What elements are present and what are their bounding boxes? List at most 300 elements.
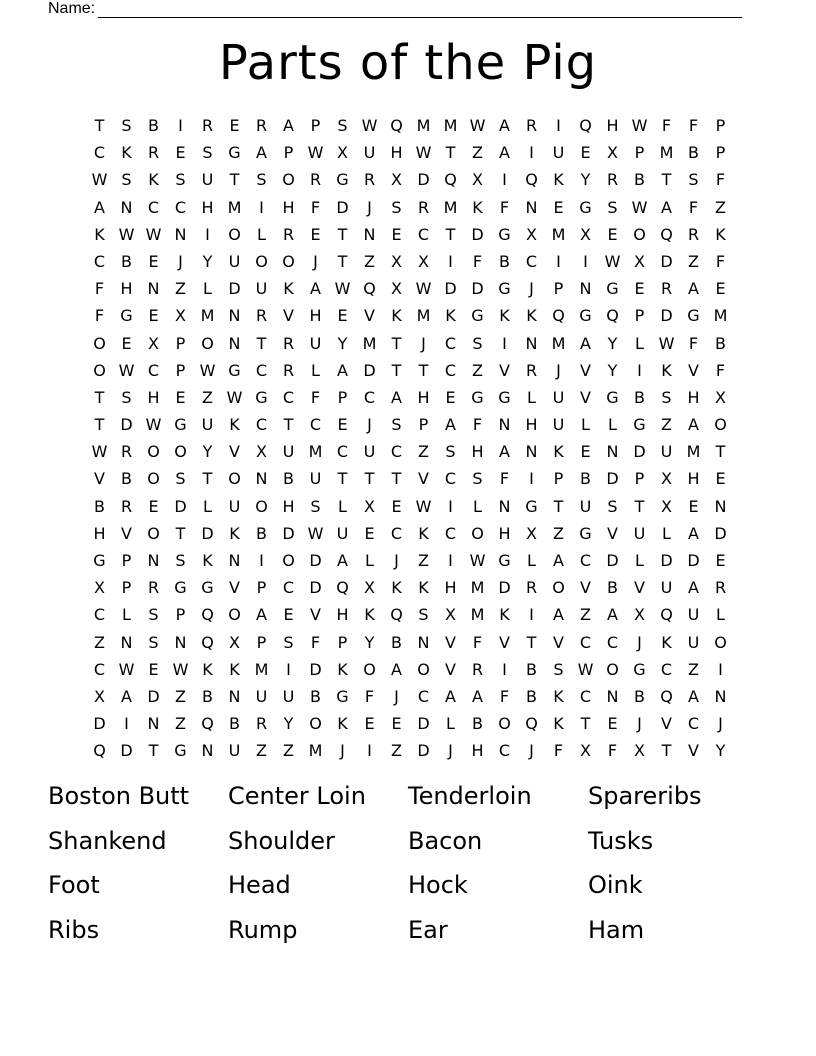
grid-letter: R <box>255 306 268 326</box>
grid-letter: G <box>498 279 511 299</box>
grid-letter: J <box>637 714 642 734</box>
grid-letter: M <box>713 306 728 326</box>
grid-letter: X <box>175 306 186 326</box>
grid-row <box>86 465 734 492</box>
grid-letter: O <box>552 578 565 598</box>
grid-letter: V <box>607 523 618 543</box>
grid-letter: F <box>553 741 564 761</box>
grid-letter: G <box>93 551 106 570</box>
grid-letter: R <box>255 714 268 734</box>
grid-letter: O <box>417 659 430 679</box>
grid-letter: K <box>148 170 159 190</box>
grid-letter: L <box>203 279 212 299</box>
grid-letter: Q <box>660 686 673 706</box>
grid-letter: O <box>363 659 376 679</box>
grid-letter: T <box>553 496 564 516</box>
grid-letter: X <box>391 279 402 299</box>
grid-letter: S <box>391 197 402 217</box>
grid-letter: C <box>444 523 457 543</box>
grid-letter: E <box>607 224 618 244</box>
grid-letter: S <box>553 659 564 679</box>
grid-letter: B <box>580 469 591 489</box>
grid-letter: S <box>202 143 213 163</box>
grid-letter: M <box>443 116 458 135</box>
grid-letter: S <box>121 387 132 407</box>
grid-letter: T <box>661 170 672 190</box>
grid-letter: T <box>94 415 105 435</box>
grid-letter: C <box>525 251 538 271</box>
grid-letter: E <box>364 523 375 543</box>
grid-letter: E <box>391 224 402 244</box>
grid-letter: L <box>446 714 455 734</box>
grid-letter: E <box>391 496 402 516</box>
grid-row <box>86 438 734 465</box>
grid-letter: B <box>148 116 159 135</box>
grid-letter: B <box>499 251 510 271</box>
grid-letter: N <box>255 469 268 489</box>
grid-letter: K <box>337 714 348 734</box>
grid-letter: H <box>282 496 295 516</box>
grid-letter: O <box>255 251 268 271</box>
grid-letter: M <box>551 224 566 244</box>
grid-letter: Z <box>364 251 375 271</box>
grid-letter: T <box>337 224 348 244</box>
grid-letter: Q <box>525 714 538 734</box>
grid-letter: S <box>337 116 348 135</box>
grid-letter: T <box>202 469 213 489</box>
grid-letter: O <box>282 551 295 570</box>
grid-letter: U <box>255 279 268 299</box>
grid-letter: V <box>499 632 510 652</box>
grid-letter: C <box>174 197 187 217</box>
grid-letter: Z <box>256 741 267 761</box>
grid-letter: W <box>469 116 486 135</box>
grid-letter: V <box>229 578 240 598</box>
grid-letter: L <box>311 360 320 380</box>
grid-letter: M <box>200 306 215 326</box>
word-bank-item: Shoulder <box>228 826 335 855</box>
grid-letter: A <box>553 551 564 570</box>
grid-letter: K <box>94 224 105 244</box>
grid-letter: K <box>553 442 564 462</box>
grid-letter: W <box>361 116 378 135</box>
grid-letter: Q <box>336 578 349 598</box>
grid-letter: C <box>93 251 106 271</box>
grid-letter: D <box>660 306 673 326</box>
grid-letter: U <box>687 632 700 652</box>
grid-letter: A <box>445 686 456 706</box>
grid-letter: L <box>527 551 536 570</box>
grid-letter: M <box>362 333 377 353</box>
grid-letter: C <box>336 442 349 462</box>
grid-letter: O <box>282 170 295 190</box>
grid-letter: C <box>498 741 511 761</box>
grid-letter: D <box>201 523 214 543</box>
grid-letter: S <box>607 197 618 217</box>
grid-letter: M <box>416 116 431 135</box>
grid-letter: K <box>418 523 429 543</box>
grid-letter: G <box>174 415 187 435</box>
grid-letter: C <box>282 387 295 407</box>
grid-letter: R <box>255 116 268 135</box>
grid-letter: K <box>229 659 240 679</box>
grid-letter: I <box>637 360 642 380</box>
word-bank-item: Boston Butt <box>48 782 190 810</box>
grid-letter: U <box>309 333 322 353</box>
grid-letter: G <box>687 306 700 326</box>
grid-letter: W <box>631 116 648 135</box>
grid-letter: G <box>174 741 187 761</box>
grid-letter: F <box>94 306 105 326</box>
grid-letter: D <box>660 551 673 570</box>
grid-letter: I <box>502 170 507 190</box>
grid-letter: W <box>415 279 432 299</box>
grid-letter: O <box>471 523 484 543</box>
grid-letter: K <box>364 605 375 625</box>
grid-letter: R <box>687 224 700 244</box>
grid-letter: L <box>527 387 536 407</box>
grid-letter: T <box>661 741 672 761</box>
grid-letter: T <box>580 714 591 734</box>
grid-letter: S <box>256 170 267 190</box>
grid-letter: B <box>391 632 402 652</box>
grid-letter: V <box>553 632 564 652</box>
grid-letter: B <box>229 714 240 734</box>
grid-row <box>86 737 734 764</box>
grid-letter: G <box>579 197 592 217</box>
grid-letter: A <box>472 686 483 706</box>
grid-letter: H <box>417 387 430 407</box>
grid-letter: D <box>471 224 484 244</box>
grid-letter: G <box>498 387 511 407</box>
grid-letter: V <box>445 632 456 652</box>
grid-letter: J <box>556 360 561 380</box>
grid-row <box>86 302 734 329</box>
grid-letter: J <box>718 714 723 734</box>
grid-letter: K <box>229 523 240 543</box>
grid-letter: W <box>118 224 135 244</box>
grid-letter: R <box>525 360 538 380</box>
grid-letter: D <box>498 578 511 598</box>
grid-letter: V <box>310 605 321 625</box>
grid-letter: E <box>337 415 348 435</box>
grid-letter: D <box>660 251 673 271</box>
grid-letter: G <box>255 387 268 407</box>
grid-letter: R <box>282 360 295 380</box>
grid-letter: H <box>525 415 538 435</box>
grid-letter: Q <box>363 279 376 299</box>
grid-letter: N <box>120 197 133 217</box>
grid-letter: K <box>661 632 672 652</box>
grid-letter: I <box>205 224 210 244</box>
grid-letter: C <box>444 333 457 353</box>
grid-letter: D <box>309 578 322 598</box>
grid-letter: U <box>201 170 214 190</box>
grid-letter: K <box>418 578 429 598</box>
word-bank-item: Oink <box>588 871 643 899</box>
grid-letter: U <box>363 442 376 462</box>
grid-letter: K <box>337 659 348 679</box>
grid-letter: A <box>256 143 267 163</box>
grid-letter: X <box>229 632 240 652</box>
grid-letter: W <box>307 523 324 543</box>
grid-letter: P <box>256 578 267 598</box>
grid-letter: Z <box>94 632 105 652</box>
grid-letter: D <box>606 551 619 570</box>
grid-row <box>86 221 734 248</box>
grid-letter: K <box>499 306 510 326</box>
grid-letter: W <box>91 170 108 190</box>
grid-letter: T <box>175 523 186 543</box>
grid-letter: B <box>202 686 213 706</box>
grid-letter: R <box>147 143 160 163</box>
grid-letter: U <box>633 523 646 543</box>
grid-letter: O <box>714 632 727 652</box>
grid-letter: N <box>714 496 727 516</box>
grid-letter: X <box>607 143 618 163</box>
grid-letter: Q <box>390 116 403 135</box>
grid-letter: R <box>363 170 376 190</box>
grid-letter: K <box>283 279 294 299</box>
grid-letter: D <box>417 714 430 734</box>
grid-letter: S <box>175 469 186 489</box>
grid-letter: C <box>444 469 457 489</box>
grid-letter: R <box>282 224 295 244</box>
grid-letter: P <box>553 469 564 489</box>
grid-letter: Z <box>472 360 483 380</box>
grid-letter: C <box>417 224 430 244</box>
grid-letter: B <box>526 686 537 706</box>
word-bank-item: Spareribs <box>588 782 702 810</box>
grid-letter: A <box>445 415 456 435</box>
grid-letter: N <box>174 224 187 244</box>
grid-letter: V <box>688 360 699 380</box>
grid-letter: F <box>472 415 483 435</box>
grid-letter: Q <box>201 632 214 652</box>
grid-letter: C <box>363 387 376 407</box>
grid-letter: Y <box>364 632 375 652</box>
grid-letter: P <box>283 143 294 163</box>
grid-letter: E <box>283 605 294 625</box>
grid-letter: D <box>282 523 295 543</box>
grid-letter: N <box>147 551 160 570</box>
grid-letter: H <box>201 197 214 217</box>
grid-letter: N <box>228 333 241 353</box>
grid-letter: C <box>93 605 106 625</box>
grid-letter: V <box>229 442 240 462</box>
grid-letter: F <box>94 279 105 299</box>
grid-letter: W <box>658 333 675 353</box>
grid-letter: Z <box>661 415 672 435</box>
grid-letter: K <box>499 605 510 625</box>
grid-letter: Z <box>580 605 591 625</box>
grid-letter: O <box>174 442 187 462</box>
grid-letter: H <box>147 387 160 407</box>
grid-letter: O <box>93 360 106 380</box>
grid-letter: V <box>580 360 591 380</box>
grid-letter: O <box>147 469 160 489</box>
grid-letter: C <box>93 659 106 679</box>
grid-letter: N <box>498 415 511 435</box>
grid-letter: U <box>309 469 322 489</box>
grid-letter: U <box>552 387 565 407</box>
grid-letter: N <box>174 632 187 652</box>
grid-letter: P <box>634 306 645 326</box>
grid-letter: K <box>202 659 213 679</box>
grid-letter: P <box>310 116 321 135</box>
grid-letter: X <box>94 686 105 706</box>
grid-letter: B <box>688 143 699 163</box>
grid-letter: C <box>147 360 160 380</box>
grid-letter: U <box>228 496 241 516</box>
grid-letter: D <box>714 523 727 543</box>
grid-letter: K <box>553 170 564 190</box>
grid-letter: P <box>121 551 132 570</box>
grid-letter: R <box>201 116 214 135</box>
grid-letter: T <box>391 333 402 353</box>
grid-letter: Q <box>201 714 214 734</box>
grid-letter: G <box>174 578 187 598</box>
grid-letter: W <box>199 360 216 380</box>
grid-letter: X <box>391 170 402 190</box>
grid-letter: U <box>336 523 349 543</box>
grid-letter: O <box>255 496 268 516</box>
grid-letter: Z <box>202 387 213 407</box>
grid-letter: D <box>417 741 430 761</box>
grid-letter: I <box>178 116 183 135</box>
grid-letter: T <box>148 741 159 761</box>
grid-letter: Y <box>337 333 348 353</box>
grid-letter: R <box>471 659 484 679</box>
grid-letter: N <box>525 442 538 462</box>
grid-row <box>86 139 734 166</box>
grid-letter: V <box>634 578 645 598</box>
grid-letter: D <box>444 279 457 299</box>
grid-letter: C <box>579 632 592 652</box>
grid-letter: K <box>553 714 564 734</box>
grid-letter: K <box>715 224 726 244</box>
grid-letter: O <box>228 605 241 625</box>
grid-letter: P <box>634 469 645 489</box>
grid-letter: F <box>715 170 726 190</box>
grid-letter: W <box>415 496 432 516</box>
grid-letter: T <box>418 360 429 380</box>
grid-letter: C <box>93 143 106 163</box>
grid-letter: Z <box>175 686 186 706</box>
grid-letter: M <box>443 197 458 217</box>
grid-letter: F <box>499 686 510 706</box>
grid-letter: C <box>255 415 268 435</box>
grid-letter: I <box>448 551 453 570</box>
grid-letter: L <box>338 496 347 516</box>
grid-letter: F <box>688 333 699 353</box>
grid-letter: C <box>579 686 592 706</box>
grid-letter: X <box>418 251 429 271</box>
grid-letter: L <box>635 551 644 570</box>
grid-letter: S <box>418 605 429 625</box>
grid-letter: V <box>445 659 456 679</box>
grid-letter: O <box>714 415 727 435</box>
grid-letter: G <box>633 415 646 435</box>
grid-letter: T <box>634 496 645 516</box>
grid-letter: G <box>498 224 511 244</box>
grid-letter: Z <box>283 741 294 761</box>
grid-letter: P <box>715 143 726 163</box>
grid-letter: L <box>473 496 482 516</box>
grid-letter: H <box>309 306 322 326</box>
grid-letter: D <box>309 551 322 570</box>
grid-letter: S <box>472 469 483 489</box>
grid-letter: R <box>714 578 727 598</box>
grid-letter: Q <box>201 605 214 625</box>
grid-letter: E <box>364 714 375 734</box>
grid-letter: A <box>391 387 402 407</box>
page-title: Parts of the Pig <box>218 35 598 91</box>
grid-letter: I <box>367 741 372 761</box>
grid-letter: L <box>365 551 374 570</box>
grid-letter: G <box>336 170 349 190</box>
grid-letter: I <box>259 197 264 217</box>
grid-letter: I <box>286 659 291 679</box>
grid-letter: D <box>363 360 376 380</box>
grid-letter: V <box>580 387 591 407</box>
grid-letter: A <box>499 116 510 135</box>
grid-letter: M <box>254 659 269 679</box>
grid-row <box>86 275 734 302</box>
grid-letter: B <box>283 469 294 489</box>
grid-letter: G <box>201 578 214 598</box>
grid-letter: K <box>472 197 483 217</box>
grid-letter: J <box>367 197 372 217</box>
grid-letter: R <box>525 578 538 598</box>
grid-letter: V <box>661 714 672 734</box>
grid-letter: T <box>337 469 348 489</box>
grid-letter: J <box>394 686 399 706</box>
grid-letter: Z <box>391 741 402 761</box>
grid-letter: E <box>445 387 456 407</box>
grid-letter: P <box>121 578 132 598</box>
grid-letter: H <box>120 279 133 299</box>
grid-letter: G <box>525 496 538 516</box>
grid-letter: I <box>502 333 507 353</box>
grid-letter: S <box>310 496 321 516</box>
grid-letter: Q <box>660 224 673 244</box>
grid-letter: A <box>688 523 699 543</box>
grid-letter: C <box>417 686 430 706</box>
grid-letter: X <box>661 496 672 516</box>
grid-letter: X <box>256 442 267 462</box>
grid-letter: N <box>579 279 592 299</box>
grid-letter: A <box>688 415 699 435</box>
grid-letter: M <box>686 442 701 462</box>
grid-letter: I <box>502 659 507 679</box>
grid-letter: Q <box>525 170 538 190</box>
grid-letter: F <box>715 251 726 271</box>
grid-letter: Z <box>688 251 699 271</box>
grid-letter: H <box>687 387 700 407</box>
grid-letter: A <box>337 360 348 380</box>
grid-letter: B <box>310 686 321 706</box>
grid-letter: Z <box>418 442 429 462</box>
grid-letter: D <box>606 469 619 489</box>
grid-letter: F <box>310 632 321 652</box>
word-bank-item: Tenderloin <box>408 782 532 810</box>
grid-letter: Z <box>418 551 429 570</box>
grid-letter: L <box>608 415 617 435</box>
grid-letter: O <box>228 224 241 244</box>
grid-letter: U <box>552 415 565 435</box>
grid-letter: F <box>661 116 672 135</box>
